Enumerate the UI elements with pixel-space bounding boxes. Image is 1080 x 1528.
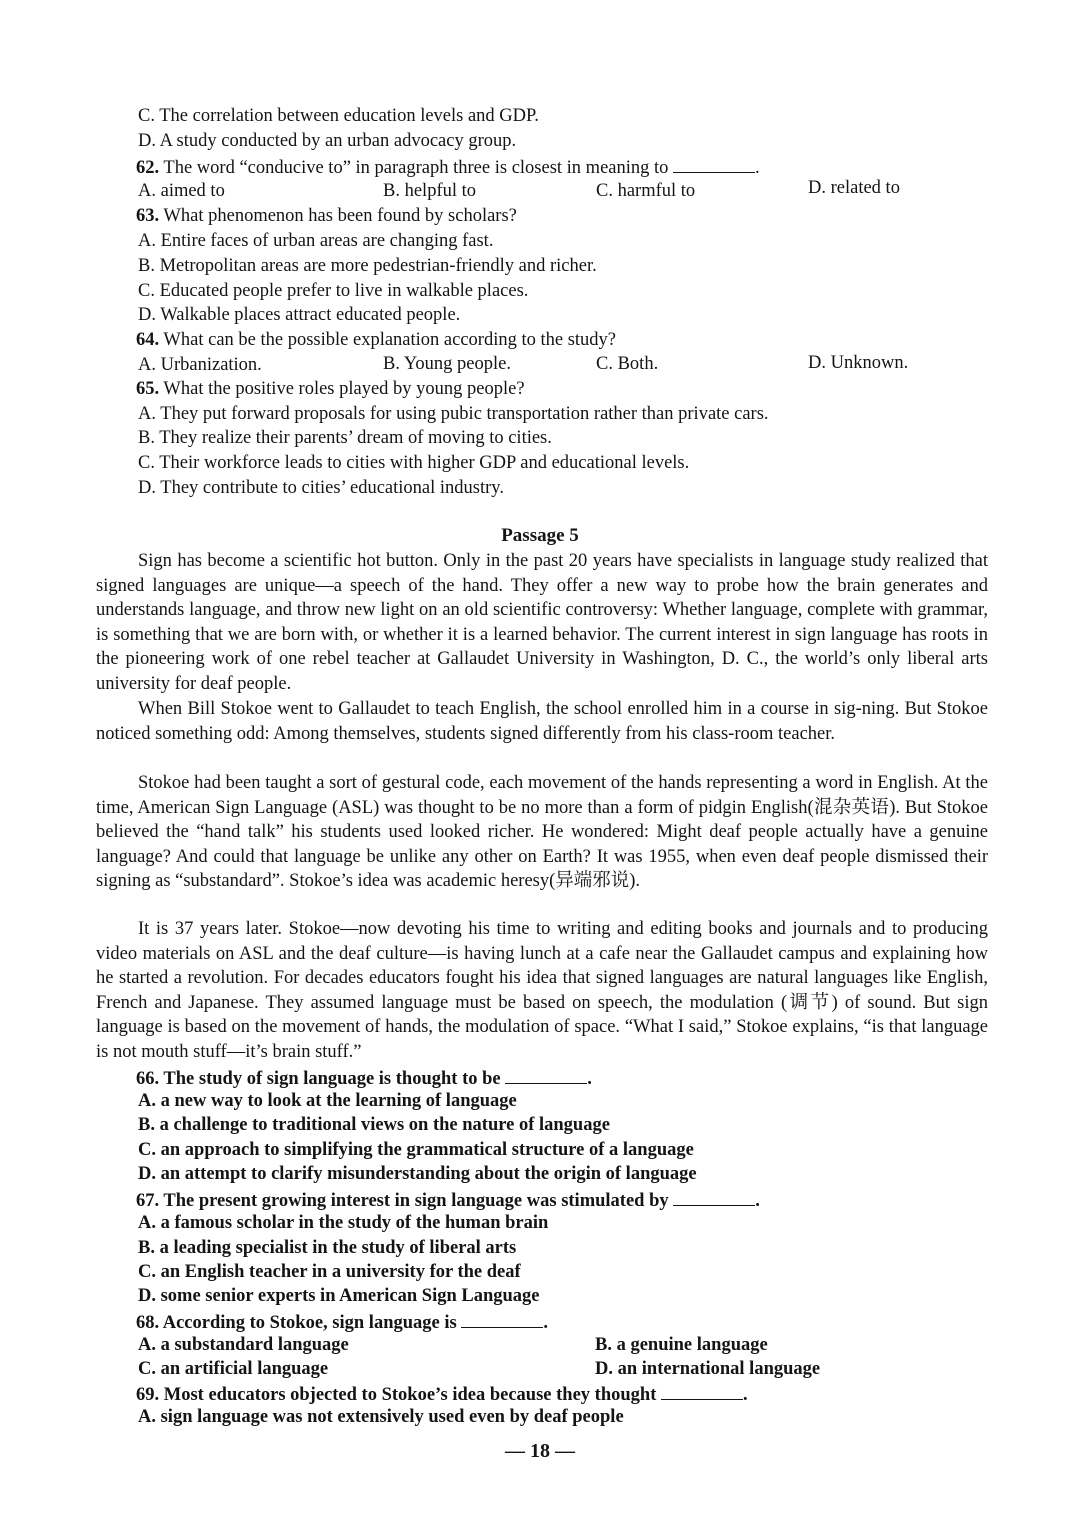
question-64 — [136, 328, 616, 352]
question-number: 66. — [136, 1069, 160, 1089]
passage-paragraph-4: It is 37 years later. Stokoe—now devoting his time to writing and editing books and journals and to producing video materials on ASL and the deaf culture—is having lunch at a cafe near the Gallaudet campus and explaining how he started a revolution. For decades educators fought his idea that signed languages are natural languages like English, French and Japanese. They assumed language must be based on speech, the modulation (调节) of sound. But sign language is based on the movement of hands, the modulation of space. “What I said,” Stokoe explains, “is that language is not mouth stuff—it’s brain stuff.” — [96, 919, 988, 1062]
q62-option-d: D. related to — [808, 178, 900, 198]
question-number: 62. — [136, 158, 160, 178]
q61-option-d: D. A study conducted by an urban advocacy group. — [138, 131, 517, 151]
question-stem: The study of sign language is thought to be — [159, 1069, 506, 1089]
question-69: 69. Most educators objected to Stokoe’s idea because they thought . — [136, 1381, 748, 1407]
q65-option-a: A. They put forward proposals for using pubic transportation rather than private cars. — [138, 404, 769, 424]
q63-option-a: A. Entire faces of urban areas are changing fast. — [138, 231, 494, 251]
q68-option-a: A. a substandard language — [138, 1335, 349, 1355]
question-63 — [136, 204, 517, 228]
question-stem: According to Stokoe, sign language is — [159, 1313, 462, 1333]
q63-option-b: B. Metropolitan areas are more pedestrian-friendly and richer. — [138, 256, 597, 276]
q63-option-d: D. Walkable places attract educated people. — [138, 305, 461, 325]
question-stem: The word “conducive to” in paragraph three is closest in meaning to — [159, 158, 674, 178]
question-stem: Most educators objected to Stokoe’s idea because they thought — [159, 1385, 661, 1405]
q68-option-d: D. an international language — [595, 1359, 821, 1379]
answer-blank — [661, 1381, 743, 1400]
passage-paragraph-3: Stokoe had been taught a sort of gestural code, each movement of the hands representing a word in English. At the time, American Sign Language (ASL) was thought to be no more than a form of pidgin English(混杂英语). But Stokoe believed the “hand talk” his students used looked richer. He wondered: Might deaf people actually have a genuine language? And could that language be unlike any other on Earth? It was 1955, when even deaf people dismissed their signing as “substandard”. Stokoe’s idea was academic heresy(异端邪说). — [96, 773, 988, 891]
q64-option-b: B. Young people. — [383, 354, 511, 374]
q67-option-a: A. a famous scholar in the study of the human brain — [138, 1213, 549, 1233]
q63-option-c: C. Educated people prefer to live in walkable places. — [138, 281, 529, 301]
q68-option-c: C. an artificial language — [138, 1359, 329, 1379]
question-number: 65. — [136, 379, 160, 399]
passage-paragraph-2: When Bill Stokoe went to Gallaudet to teach English, the school enrolled him in a course in sig-ning. But Stokoe noticed something odd: Among themselves, students signed differently from his class-room teacher. — [96, 699, 988, 744]
q69-option-a: A. sign language was not extensively used even by deaf people — [138, 1407, 624, 1427]
q61-option-c: C. The correlation between education levels and GDP. — [138, 106, 539, 126]
question-66: 66. The study of sign language is thought to be . — [136, 1065, 592, 1091]
passage-title: Passage 5 — [501, 525, 579, 546]
q67-option-c: C. an English teacher in a university for the deaf — [138, 1262, 521, 1282]
question-stem: What the positive roles played by young people? — [159, 379, 525, 399]
question-number: 69. — [136, 1385, 160, 1405]
question-stem: What can be the possible explanation according to the study? — [159, 330, 617, 350]
q66-option-b: B. a challenge to traditional views on the nature of language — [138, 1115, 610, 1135]
question-number: 64. — [136, 330, 160, 350]
q68-option-b: B. a genuine language — [595, 1335, 768, 1355]
answer-blank — [505, 1065, 587, 1084]
q66-option-d: D. an attempt to clarify misunderstanding about the origin of language — [138, 1164, 697, 1184]
question-number: 63. — [136, 206, 160, 226]
q64-option-a: A. Urbanization. — [138, 355, 262, 375]
q64-option-d: D. Unknown. — [808, 353, 909, 373]
question-number: 67. — [136, 1191, 160, 1211]
q66-option-a: A. a new way to look at the learning of language — [138, 1091, 517, 1111]
answer-blank — [673, 1187, 755, 1206]
q66-option-c: C. an approach to simplifying the grammatical structure of a language — [138, 1140, 694, 1160]
question-65 — [136, 377, 525, 401]
q65-option-d: D. They contribute to cities’ educational industry. — [138, 478, 504, 498]
q62-option-b: B. helpful to — [383, 181, 477, 201]
question-67: 67. The present growing interest in sign language was stimulated by . — [136, 1187, 760, 1213]
question-stem: The present growing interest in sign language was stimulated by — [159, 1191, 674, 1211]
q67-option-d: D. some senior experts in American Sign Language — [138, 1286, 540, 1306]
q67-option-b: B. a leading specialist in the study of liberal arts — [138, 1238, 517, 1258]
answer-blank — [673, 154, 755, 173]
q65-option-b: B. They realize their parents’ dream of moving to cities. — [138, 428, 552, 448]
q62-option-a: A. aimed to — [138, 181, 225, 201]
answer-blank — [461, 1309, 543, 1328]
question-68: 68. According to Stokoe, sign language is . — [136, 1309, 548, 1335]
question-62: 62. The word “conducive to” in paragraph three is closest in meaning to . — [136, 154, 760, 180]
q64-option-c: C. Both. — [596, 354, 659, 374]
question-stem: What phenomenon has been found by scholars? — [159, 206, 517, 226]
passage-paragraph-1: Sign has become a scientific hot button. Only in the past 20 years have specialists in language study realized that signed languages are unique—a speech of the hand. They offer a new way to probe how the brain generates and understands language, and throw new light on an old scientific controversy: Whether language, complete with grammar, is something that we are born with, or whether it is a learned behavior. The current interest in sign language has roots in the pioneering work of one rebel teacher at Gallaudet University in Washington, D. C., the world’s only liberal arts university for deaf people. — [96, 551, 988, 694]
question-number: 68. — [136, 1313, 160, 1333]
page-number: — 18 — — [505, 1440, 575, 1462]
q62-option-c: C. harmful to — [596, 181, 696, 201]
q65-option-c: C. Their workforce leads to cities with higher GDP and educational levels. — [138, 453, 690, 473]
